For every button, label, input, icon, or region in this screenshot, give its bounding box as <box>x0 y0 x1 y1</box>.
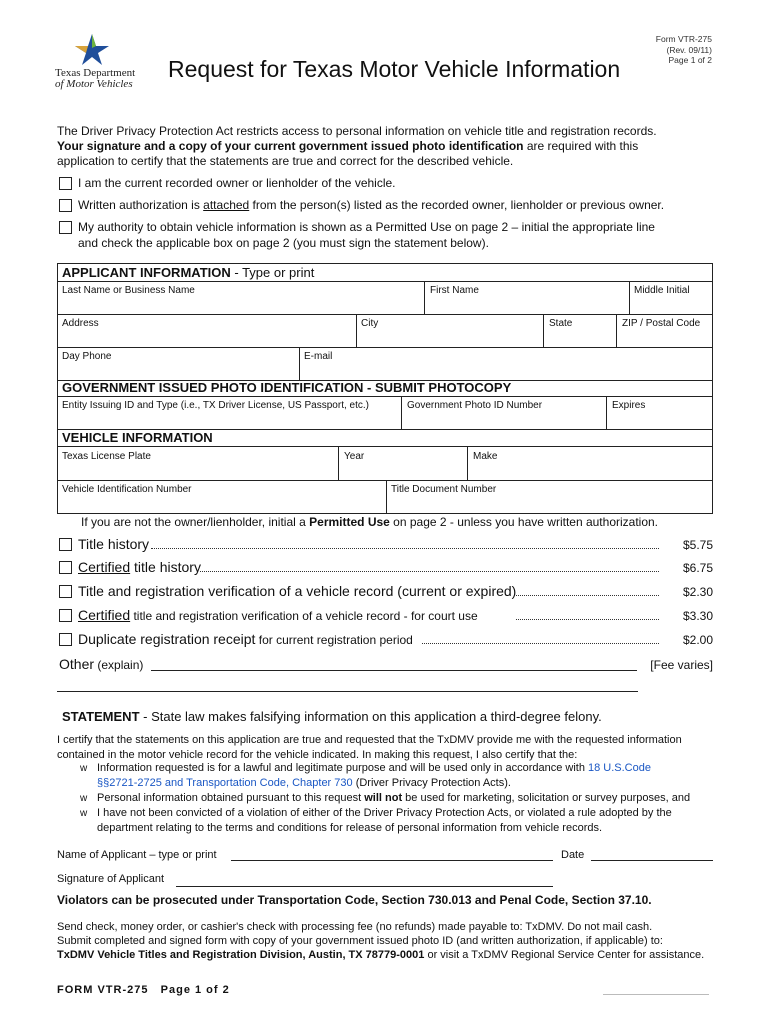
form-number: Form VTR-275 <box>655 34 712 44</box>
other-explain-line-1[interactable] <box>151 670 637 671</box>
footer: FORM VTR-275 Page 1 of 2 <box>57 984 230 996</box>
logo-text <box>55 68 135 90</box>
page-title: Request for Texas Motor Vehicle Information <box>168 56 621 82</box>
fee-checkbox-certified-title[interactable] <box>59 561 72 574</box>
fee-other-label: Other (explain) <box>59 656 144 672</box>
zip-field[interactable]: ZIP / Postal Code <box>622 318 701 329</box>
permitted-use-option-label: My authority to obtain vehicle information is shown as a Permitted Use on page 2 – initial the appropriate line and check the applicable box on page 2 (you must sign the statement below). <box>78 220 655 250</box>
violators-notice: Violators can be prosecuted under Transportation Code, Section 730.013 and Penal Code, Section 37.10. <box>57 893 652 907</box>
fee-certified-title-label: Certified title history <box>78 559 201 575</box>
fee-certified-title-price: $6.75 <box>682 561 713 575</box>
fee-certified-verification-price: $3.30 <box>682 609 713 623</box>
statement-intro: I certify that the statements on this application are true and requested that the TxDMV provide me with the requested information contained in the motor vehicle record for the vehicle indicated. In making this request, I also certify that the: <box>57 734 682 761</box>
intro-after-bold: are required with this <box>523 139 639 153</box>
fee-duplicate-receipt-label: Duplicate registration receipt for current registration period <box>78 631 413 647</box>
statement-heading: STATEMENT - State law makes falsifying information on this application a third-degree felony. <box>62 709 602 724</box>
form-page: Page 1 of 2 <box>668 55 712 65</box>
statement-bullet-1: Information requested is for a lawful and legitimate purpose and will be used only in accordance with 18 U.S.Code §§2721-2725 and Transportation Code, Chapter 730 (Driver Privacy Protection Acts). <box>97 762 651 789</box>
last-name-field[interactable]: Last Name or Business Name <box>62 285 195 296</box>
fee-title-history-label: Title history <box>78 536 150 552</box>
owner-option-label: I am the current recorded owner or lienholder of the vehicle. <box>78 176 396 190</box>
authorization-option-label: Written authorization is attached from the person(s) listed as the recorded owner, lienholder or previous owner. <box>78 198 665 212</box>
applicant-heading: APPLICANT INFORMATION - Type or print <box>62 265 315 280</box>
fee-title-history-price: $5.75 <box>682 538 713 552</box>
fee-checkbox-duplicate-receipt[interactable] <box>59 633 72 646</box>
date-label: Date <box>561 849 585 861</box>
vehicle-heading: VEHICLE INFORMATION <box>62 430 213 445</box>
vin-field[interactable]: Vehicle Identification Number <box>62 484 192 495</box>
fee-verification-price: $2.30 <box>682 585 713 599</box>
make-field[interactable]: Make <box>473 451 498 462</box>
logo-line1: Texas Department <box>55 67 136 79</box>
fee-checkbox-certified-verification[interactable] <box>59 609 72 622</box>
first-name-field[interactable]: First Name <box>430 285 479 296</box>
applicant-name-label: Name of Applicant – type or print <box>57 849 217 861</box>
city-field[interactable]: City <box>361 318 379 329</box>
form-number-block <box>656 34 712 66</box>
form-revision: (Rev. 09/11) <box>666 44 712 55</box>
statement-bullet-2: Personal information obtained pursuant to this request will not be used for marketing, solicitation or survey purposes, and <box>97 792 691 804</box>
statement-bullet-3: I have not been convicted of a violation of either of the Driver Privacy Protection Acts, or violated a rule adopted by the department relating to the terms and conditions for release of personal information from vehicle records. <box>97 807 672 834</box>
fee-verification-label: Title and registration verification of a vehicle record (current or expired) <box>78 583 517 599</box>
fee-checkbox-verification[interactable] <box>59 585 72 598</box>
bullet-1: w <box>80 763 88 774</box>
txdmv-logo <box>72 32 112 68</box>
signature-field[interactable] <box>176 886 553 887</box>
fee-certified-verification-label: Certified title and registration verification of a vehicle record - for court use <box>78 607 478 623</box>
day-phone-field[interactable]: Day Phone <box>62 351 112 362</box>
middle-initial-field[interactable]: Middle Initial <box>634 285 690 296</box>
license-plate-field[interactable]: Texas License Plate <box>62 451 151 462</box>
date-field[interactable] <box>591 860 713 861</box>
authorization-checkbox[interactable] <box>59 199 72 212</box>
year-field[interactable]: Year <box>344 451 365 462</box>
id-entity-field[interactable]: Entity Issuing ID and Type (i.e., TX Driver License, US Passport, etc.) <box>62 400 369 411</box>
bullet-3: w <box>80 808 88 819</box>
id-number-field[interactable]: Government Photo ID Number <box>407 400 543 411</box>
photo-id-heading: GOVERNMENT ISSUED PHOTO IDENTIFICATION - SUBMIT PHOTOCOPY <box>62 380 512 395</box>
send-instructions: Send check, money order, or cashier's check with processing fee (no refunds) made payable to: TxDMV. Do not mail cash. Submit completed and signed form with copy of your government issued photo ID (and written authorization, if applicable) to: TxDMV Vehicle Titles and Registration Division, Austin, TX 78779-0001 or visit a TxDMV Regional Service Center for assistance. <box>57 921 705 961</box>
fee-checkbox-title-history[interactable] <box>59 538 72 551</box>
fee-duplicate-receipt-price: $2.00 <box>682 633 713 647</box>
owner-checkbox[interactable] <box>59 177 72 190</box>
intro-text <box>57 124 717 169</box>
signature-label: Signature of Applicant <box>57 873 165 885</box>
id-expires-field[interactable]: Expires <box>612 400 646 411</box>
bullet-2: w <box>80 793 88 804</box>
permitted-use-note: If you are not the owner/lienholder, initial a Permitted Use on page 2 - unless you have written authorization. <box>81 515 659 529</box>
footer-line <box>603 994 709 995</box>
logo-line2: of Motor Vehicles <box>55 78 133 90</box>
title-document-field[interactable]: Title Document Number <box>391 484 497 495</box>
email-field[interactable]: E-mail <box>304 351 333 362</box>
state-field[interactable]: State <box>549 318 573 329</box>
applicant-name-field[interactable] <box>231 860 553 861</box>
permitted-use-checkbox[interactable] <box>59 221 72 234</box>
other-explain-line-2[interactable] <box>57 691 638 692</box>
intro-line3: application to certify that the statements are true and correct for the described vehicle. <box>57 154 514 168</box>
address-field[interactable]: Address <box>62 318 99 329</box>
intro-bold: Your signature and a copy of your current government issued photo identification <box>57 139 524 153</box>
intro-line1: The Driver Privacy Protection Act restricts access to personal information on vehicle title and registration records. <box>57 124 657 138</box>
fee-other-price: [Fee varies] <box>650 658 713 672</box>
